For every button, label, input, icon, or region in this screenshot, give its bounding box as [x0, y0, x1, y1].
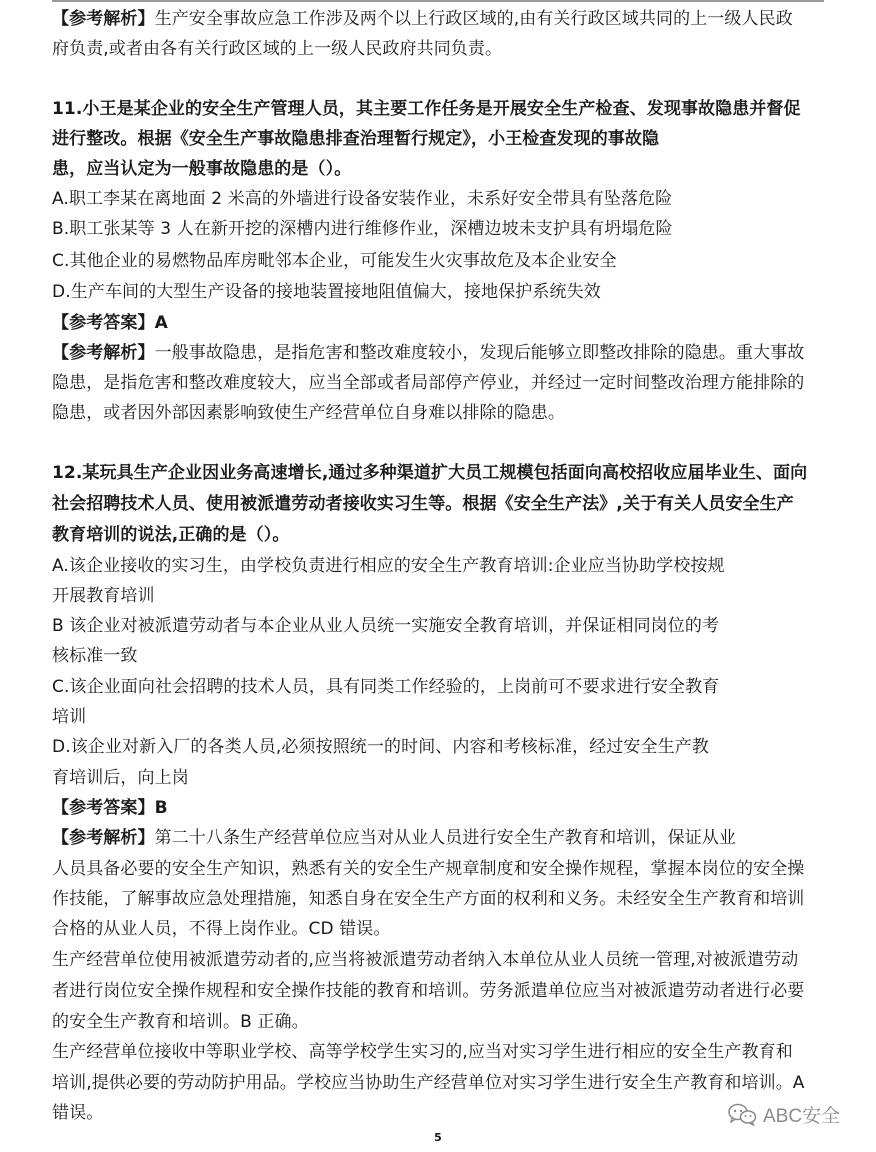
- q12-para3-line-1: 生产经营单位接收中等职业学校、高等学校学生实习的,应当对实习学生进行相应的安全生产教育和: [52, 1042, 793, 1062]
- top-rule: [52, 0, 824, 2]
- prev-analysis-line-2: 府负责,或者由各有关行政区域的上一级人民政府共同负责。: [52, 39, 503, 59]
- q11-stem-line-3: 患，应当认定为一般事故隐患的是（）。: [52, 159, 352, 179]
- q12-option-d-line-2: 育培训后，向上岗: [52, 768, 189, 788]
- q12-answer: 【参考答案】B: [52, 798, 168, 818]
- q12-option-a-line-2: 开展教育培训: [52, 586, 155, 606]
- q12-stem-line-2: 社会招聘技术人员、使用被派遣劳动者接收实习生等。根据《安全生产法》,关于有关人员安全生产: [52, 494, 794, 514]
- q11-analysis-line-1: 【参考解析】一般事故隐患，是指危害和整改难度较小，发现后能够立即整改排除的隐患。重大事故: [52, 343, 805, 363]
- q11-stem-line-2: 进行整改。根据《安全生产事故隐患排查治理暂行规定》，小王检查发现的事故隐: [52, 129, 660, 149]
- q11-option-c: C.其他企业的易燃物品库房毗邻本企业，可能发生火灾事故危及本企业安全: [52, 251, 617, 271]
- q12-option-c-line-2: 培训: [52, 707, 87, 727]
- q12-para3-line-2: 培训,提供必要的劳动防护用品。学校应当协助生产经营单位对实习学生进行安全生产教育和培训。A: [52, 1073, 805, 1093]
- q12-option-c-line-1: C.该企业面向社会招聘的技术人员，具有同类工作经验的，上岗前可不要求进行安全教育: [52, 677, 720, 697]
- analysis-tag: 【参考解析】: [52, 343, 155, 363]
- q11-option-d: D.生产车间的大型生产设备的接地装置接地阻值偏大，接地保护系统失效: [52, 282, 601, 302]
- q12-analysis-line-2: 人员具备必要的安全生产知识，熟悉有关的安全生产规章制度和安全操作规程，掌握本岗位的安全操: [52, 859, 805, 879]
- q12-para3-line-3: 错误。: [52, 1103, 104, 1123]
- q11-analysis-line-3: 隐患，或者因外部因素影响致使生产经营单位自身难以排除的隐患。: [52, 403, 565, 423]
- analysis-tag: 【参考解析】: [52, 9, 155, 29]
- q11-analysis-line-2: 隐患，是指危害和整改难度较大，应当全部或者局部停产停业，并经过一定时间整改治理方能排除的: [52, 373, 805, 393]
- q11-option-a: A.职工李某在离地面 2 米高的外墙进行设备安装作业，未系好安全带具有坠落危险: [52, 189, 673, 209]
- q12-para2-line-1: 生产经营单位使用被派遣劳动者的,应当将被派遣劳动者纳入本单位从业人员统一管理,对被派遣劳动: [52, 950, 799, 970]
- analysis-tag: 【参考解析】: [52, 828, 155, 848]
- q11-option-b: B.职工张某等 3 人在新开挖的深槽内进行维修作业，深槽边坡未支护具有坍塌危险: [52, 219, 673, 239]
- q12-analysis-line-1: 【参考解析】第二十八条生产经营单位应当对从业人员进行安全生产教育和培训，保证从业: [52, 828, 737, 848]
- watermark-text: ABC安全: [763, 1105, 841, 1127]
- q12-option-b-line-2: 核标准一致: [52, 646, 138, 666]
- q12-analysis-line-4: 合格的从业人员，不得上岗作业。CD 错误。: [52, 919, 391, 939]
- q12-para2-line-3: 的安全生产教育和培训。B 正确。: [52, 1012, 309, 1032]
- q12-option-a-line-1: A.该企业接收的实习生，由学校负责进行相应的安全生产教育培训:企业应当协助学校按规: [52, 556, 725, 576]
- q12-option-d-line-1: D.该企业对新入厂的各类人员,必须按照统一的时间、内容和考核标准，经过安全生产教: [52, 737, 709, 757]
- q12-analysis-line-3: 作技能，了解事故应急处理措施，知悉自身在安全生产方面的权利和义务。未经安全生产教育和培训: [52, 889, 805, 909]
- q11-answer: 【参考答案】A: [52, 313, 168, 333]
- q12-option-b-line-1: B 该企业对被派遣劳动者与本企业从业人员统一实施安全教育培训，并保证相同岗位的考: [52, 616, 720, 636]
- prev-analysis-line-1: 【参考解析】生产安全事故应急工作涉及两个以上行政区域的,由有关行政区域共同的上一级人民政: [52, 9, 793, 29]
- q12-stem-line-3: 教育培训的说法,正确的是（）。: [52, 525, 290, 545]
- wechat-icon: [727, 1102, 757, 1126]
- watermark: [727, 1101, 840, 1127]
- q12-para2-line-2: 者进行岗位安全操作规程和安全操作技能的教育和培训。劳务派遣单位应当对被派遣劳动者进行必要: [52, 981, 805, 1001]
- q11-stem-line-1: 11.小王是某企业的安全生产管理人员，其主要工作任务是开展安全生产检查、发现事故隐患并督促: [52, 99, 801, 119]
- page-number: 5: [434, 1131, 442, 1144]
- q12-stem-line-1: 12.某玩具生产企业因业务高速增长,通过多种渠道扩大员工规模包括面向高校招收应届毕业生、面向: [52, 463, 808, 483]
